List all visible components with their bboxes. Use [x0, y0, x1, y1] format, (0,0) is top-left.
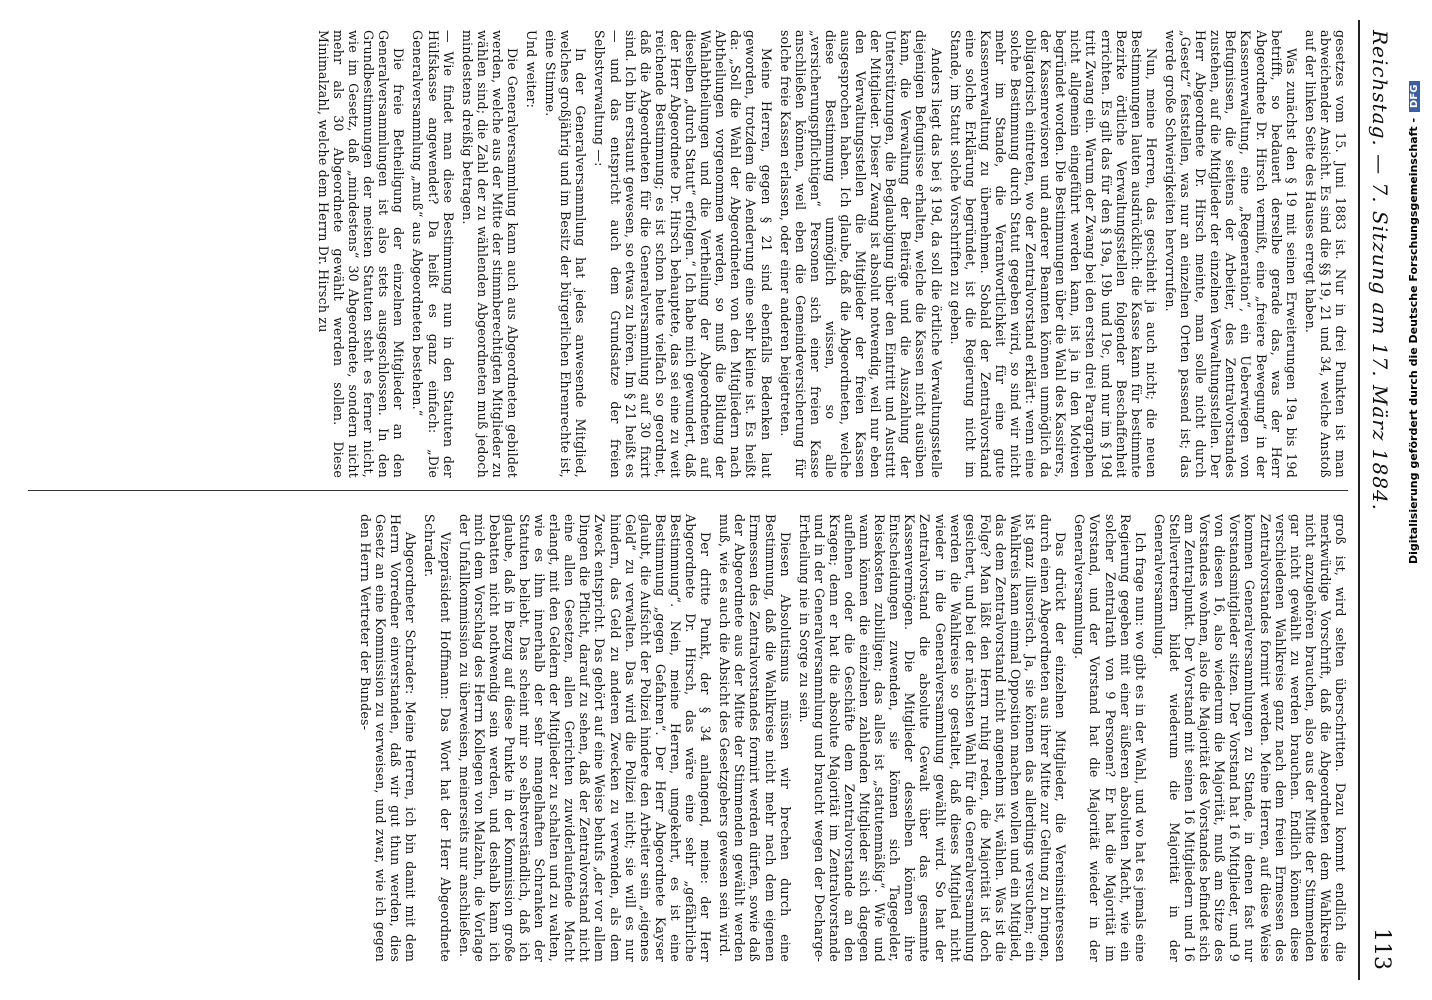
paragraph: Die Generalversammlung kann auch aus Abgeordneten gebildet werden, welche aus der Mitte der stimmberechtigten Mitglieder zu wählen sind; die Zahl der zu wählenden Abgeordneten muß jedoch mindestens dreißig betragen.	[459, 30, 521, 478]
dfg-logo: DFG	[1409, 81, 1420, 112]
dfg-watermark	[1403, 4, 1429, 564]
page-number: 113	[1369, 928, 1394, 970]
paragraph: Diesen Absolutismus müssen wir brechen durch eine Bestimmung, daß die Wahlkreise nicht mehr nach dem eigenen Ermessen des Zentralvorstandes formirt werden dürfen, sowie daß der Abgeordnete aus der Mitte der Stimmenden gewählt werden muß, wie es auch die Absicht des Gesetzgebers gewesen sein wird.	[717, 514, 793, 962]
paragraph: Die freie Betheiligung der einzelnen Mitglieder an den Generalversammlungen ist also stets ausgeschlossen. In den Grundbestimmungen der meisten Statuten steht es ferner nicht, wie im Gesetz, daß „mindestens“ 30 Abgeordnete, sondern nicht mehr als 30 Abgeordnete gewählt werden sollen. Diese Minimalzahl, welche dem Herrn Dr. Hirsch zu	[315, 30, 407, 478]
rotated-page-content	[20, 20, 1400, 980]
paragraph: Das drückt der einzelnen Mitglieder, die Vereinsinteressen durch einen Abgeordneten aus ihrer Mitte zur Geltung zu bringen, ist ganz illusorisch. Ja, sie können das allerdings versuchen; ein Wahlkreis kann einmal Opposition machen wollen und ein Mitglied, das dem Zentralvorstand nicht angenehm ist, wählen. Was ist die Folge? Man läßt den Herrn ruhig reden, die Majorität ist doch gesichert, und bei der nächsten Wahl für die Generalversammlung werden die Wahlkreise so gestaltet, daß dieses Mitglied nicht wieder in die Generalversammlung gewählt wird. So hat der Zentralvorstand die absolute Gewalt über das gesammte Kassenvermögen. Die Mitglieder desselben können ihre Entscheidungen zuwenden, sie können sich Tagegelder, Reisekosten zubilligen; das alles ist „statutenmäßig“. Wie und wann können die einzelnen zahlenden Mitglieder sich dagegen auflehnen oder die Geschäfte dem Zentralvorstande an den Kragen; denn er hat die absolute Majorität im Zentralvorstande und in der Generalversammlung und braucht wegen der Decharge-Ertheilung nie in Sorge zu sein.	[796, 514, 1069, 962]
page-header	[1358, 20, 1400, 980]
text-column-right	[28, 514, 1348, 962]
paragraph: Der dritte Punkt, der § 34 anlangend, meine: der Herr Abgeordnete Dr. Hirsch, das wäre eine sehr „gefährliche Bestimmung“. Nein, meine Herren, umgekehrt, es ist eine Bestimmung „gegen Gefahren“. Der Herr Abgeordnete Kayser glaubt, die Aufsicht der Polizei hindere den Arbeiter sein „eigenes Geld“ zu verwalten. Das wird die Polizei nicht; sie will es nur hindern, das Geld zu anderen Zwecken zu verwenden, als dem Zweck entspricht. Das gehört auf eine Weise behufs „der vor allem Dingen die Pflicht, darauf zu sehen, daß der Zentralvorstand nicht eine allen Gesetzen, allen Gerichten zuwiderlaufende Macht erlangt, mit den Geldern der Mitglieder zu schalten und zu walten, wie es ihm innerhalb der sehr mangelhaften Schranken der Statuten beliebt. Das scheint mir so selbstverständlich, daß ich glaube, daß in Bezug auf diese Punkte in der Kommission große Debatten nicht nothwendig sein werden, und deshalb kann ich mich dem Vorschlag des Herrn Kollegen von Malzahn, die Vorlage der Unfallkommission zu überweisen, meinerseits nur anschließen.	[456, 514, 714, 962]
paragraph: groß ist, wird selten überschritten. Dazu kommt endlich die merkwürdige Vorschrift, daß die Abgeordneten dem Wahlkreise nicht anzugehören brauchen, also aus der Mitte der Stimmenden gar nicht gewählt zu werden brauchen. Endlich können diese verschiedenen Wahlkreise ganz nach dem freien Ermessen des Zentralvorstandes formirt werden. Meine Herren, auf diese Weise kommen Generalversammlungen zu Stande, in denen fast nur Vorstandsmitglieder sitzen. Der Vorstand hat 16 Mitglieder, und 9 von diesen 16, also wiederum die Majorität, muß am Sitze des Vorstandes wohnen, also die Majorität des Vorstandes befindet sich am Zentralpunkt. Der Vorstand mit seinen 16 Mitgliedern und 16 Stellvertretern bildet wiederum die Majorität in der Generalversammlung.	[1151, 514, 1348, 962]
paragraph: Ich frage nun: wo gibt es in der Wahl, und wo hat es jemals eine Regierung gegeben mit einer äußeren absoluten Macht, wie ein solcher Zentralrath von 9 Personen? Er hat die Majorität im Vorstand, und der Vorstand hat die Majorität wieder in der Generalversammlung.	[1072, 514, 1148, 962]
paragraph: In der Generalversammlung hat jedes anwesende Mitglied, welches großjährig und im Besitz der bürgerlichen Ehrenrechte ist, eine Stimme.	[543, 30, 589, 478]
paragraph: Meine Herren, gegen § 21 sind ebenfalls Bedenken laut geworden, trotzdem die Aenderung eine sehr kleine ist. Es heißt da: „Soll die Wahl der Abgeordneten von den Mitgliedern nach Abtheilungen vorgenommen werden, so muß die Bildung der Wahlabtheilungen und die Vertheilung der Abgeordneten auf dieselben „durch Statut“ erfolgen.“ Ich habe mich gewundert, daß der Herr Abgeordnete Dr. Hirsch behauptete, das sei eine zu weit reichende Bestimmung; es ist schon heute vielfach so geordnet, daß die Abgeordneten für die Generalversammlung auf 30 fixirt sind. Ich bin erstaunt gewesen, so etwas zu hören. Im § 21 heißt es — und das entspricht auch dem Grundsatze der freien Selbstverwaltung —:	[592, 30, 774, 478]
paragraph: Anders liegt das bei § 19d, da soll die örtliche Verwaltungsstelle diejenigen Befugnisse erhalten, welche die Kassen nicht ausüben kann, die Verwaltung der Beiträge und die Auszahlung der Unterstützungen, die Beglaubigung über den Eintritt und Austritt der Mitglieder. Dieser Zwang ist absolut notwendig, weil nur eben den Verwaltungsstellen die Mitglieder der freien Kassen ausgesprochen haben. Ich glaube, daß die Abgeordneten, welche diese Bestimmung unmöglich wissen, so alle „versicherungspflichtigen“ Personen sich einer freien Kasse anschließen können, weil eben die Gemeindeversicherung für solche freie Kassen erlassen, oder einer anderen beigetreten.	[777, 30, 944, 478]
column-divider	[28, 490, 1348, 491]
speaker-paragraph: Abgeordneter Schrader: Meine Herren, ich bin damit mit dem Herrn Vorredner einverstanden, daß wir gut thun werden, dies Gesetz an eine Kommission zu verweisen, und zwar, wie ich gegen den Herrn Vertreter der Bundes-	[358, 514, 419, 962]
paragraph: Nun, meine Herren, das geschieht ja auch nicht; die neuen Bestimmungen lauten ausdrücklich: die Kasse kann für bestimmte Bezirke örtliche Verwaltungsstellen folgender Beschaffenheit errichten. Es gilt das für den § 19a, 19b und 19c, und nur im § 19d tritt Zwang ein. Warum der Zwang bei den ersten drei Paragraphen nicht allgemein eingeführt werden kann, ist ja in den Motiven begründet worden. Die Bestimmungen über die Wahl des Kassirers, der Kassenrevisoren und anderer Beamten können unmöglich da obligatorisch eintreten, wo der Zentralvorstand erklärt: wenn eine solche Bestimmung durch Statut gegeben wird, so sind wir nicht mehr im Stande, die Verantwortlichkeit für eine gute Kassenverwaltung zu übernehmen. Sobald der Zentralvorstand eine solche Erklärung begründet, ist die Regierung nicht im Stande, im Statut solche Vorschriften zu geben.	[947, 30, 1159, 478]
speaker-paragraph: Vizepräsident Hoffmann: Das Wort hat der Herr Abgeordnete Schrader.	[422, 514, 453, 962]
paragraph: — Wie findet man diese Bestimmung nun in den Statuten der Hülfskasse angewendet? Da heißt es ganz einfach: „Die Generalversammlung „muß“ aus Abgeordneten bestehen.“	[410, 30, 456, 478]
header-title: Reichstag. — 7. Sitzung am 17. März 1884.	[1368, 30, 1392, 512]
watermark-text: Digitalisierung gefördert durch die Deutsche Forschungsgemeinschaft -	[1407, 117, 1420, 564]
paragraph: Und weiter:	[524, 30, 540, 109]
paragraph: gesetzes vom 15. Juni 1883 ist. Nur in drei Punkten ist man abweichender Ansicht. Es sind die §§ 19, 21 und 34, welche Anstoß auf der linken Seite des Hauses erregt haben.	[1302, 30, 1348, 478]
text-column-left	[28, 30, 1348, 478]
paragraph: Was zunächst den § 19 mit seinen Erweiterungen 19a bis 19d betrifft, so bedauert derselbe gerade das, was der Herr Abgeordnete Dr. Hirsch vermißt, eine „freiere Bewegung“ in der Kassenverwaltung, eine „Regeneration“, ein Ueberwiegen von Befugnissen, die seitens der Arbeiter, des Zentralvorstandes zustehen, auf die Mitglieder der einzelnen Verwaltungsstellen. Der Herr Abgeordnete Dr. Hirsch meinte, man solle nicht durch „Gesetz“ feststellen, was nur an einzelnen Orten passend ist; das werde große Schwierigkeiten hervorrufen.	[1162, 30, 1299, 478]
